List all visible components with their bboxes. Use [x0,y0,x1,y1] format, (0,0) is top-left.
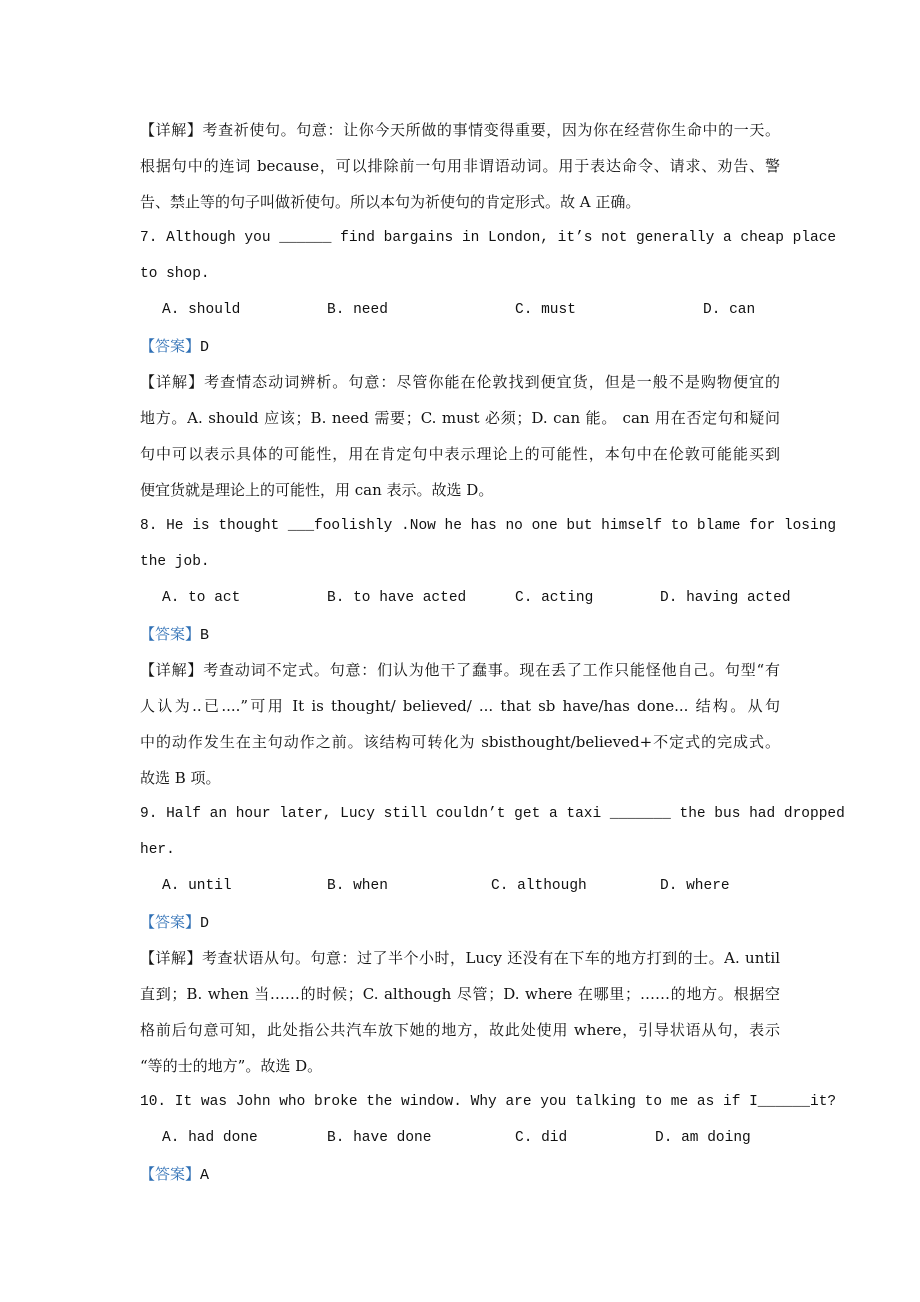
option-b: B. have done [327,1130,432,1146]
option-c: C. did [515,1130,568,1146]
question-8-stem: the job. [140,554,210,570]
option-a: A. until [162,878,232,894]
explanation-line: 人认为..已....”可用 It is thought/ believed/ ... that sb have/has done... 结构。从句 [140,697,780,715]
explanation-line: 便宜货就是理论上的可能性，用 can 表示。故选 D。 [140,481,494,499]
question-8-options [140,580,791,616]
explanation-line: 地方。A. should 应该；B. need 需要；C. must 必须；D. can 能。 can 用在否定句和疑问 [140,409,780,427]
question-7-options [140,292,780,328]
answer-value: B [200,627,210,644]
option-b: B. when [327,878,388,894]
option-a: A. to act [162,590,241,606]
answer-label: 【答案】 [140,1165,201,1183]
explanation-line: 【详解】考查祈使句。句意：让你今天所做的事情变得重要，因为你在经营你生命中的一天。 [140,121,780,139]
answer-line [140,616,780,652]
question-9-stem: 9. Half an hour later, Lucy still couldn’t get a taxi _______ the bus had dropped [140,806,845,822]
explanation-line: 格前后句意可知，此处指公共汽车放下她的地方，故此处使用 where，引导状语从句，表示 [140,1021,780,1039]
answer-value: D [200,915,210,932]
option-c: C. acting [515,590,594,606]
answer-value: A [200,1167,210,1184]
explanation-line: 【详解】考查动词不定式。句意：们认为他干了蠢事。现在丢了工作只能怪他自己。句型“有 [140,661,780,679]
option-b: B. need [327,302,388,318]
question-7-stem: to shop. [140,266,210,282]
answer-line [140,328,780,364]
explanation-line: “等的士的地方”。故选 D。 [140,1057,323,1075]
answer-value: D [200,339,210,356]
explanation-line: 【详解】考查情态动词辨析。句意：尽管你能在伦敦找到便宜货，但是一般不是购物便宜的 [140,373,780,391]
question-9-options [140,868,780,904]
explanation-line: 故选 B 项。 [140,769,221,787]
option-c: C. although [491,878,587,894]
answer-label: 【答案】 [140,625,201,643]
option-a: A. should [162,302,241,318]
question-10-stem: 10. It was John who broke the window. Why are you talking to me as if I______it? [140,1094,837,1110]
explanation-line: 告、禁止等的句子叫做祈使句。所以本句为祈使句的肯定形式。故 A 正确。 [140,193,641,211]
question-8-stem: 8. He is thought ___foolishly .Now he has no one but himself to blame for losing [140,518,837,534]
option-a: A. had done [162,1130,258,1146]
option-c: C. must [515,302,576,318]
explanation-line: 【详解】考查状语从句。句意：过了半个小时，Lucy 还没有在下车的地方打到的士。A. until [140,949,780,967]
question-9-stem: her. [140,842,175,858]
option-b: B. to have acted [327,590,467,606]
answer-line [140,904,780,940]
option-d: D. can [703,302,756,318]
option-d: D. having acted [660,590,791,606]
answer-label: 【答案】 [140,913,201,931]
answer-label: 【答案】 [140,337,201,355]
explanation-line: 中的动作发生在主句动作之前。该结构可转化为 sbisthought/believed+不定式的完成式。 [140,733,780,751]
question-10-options [140,1120,780,1156]
document-page [140,112,845,1192]
explanation-line: 直到；B. when 当……的时候；C. although 尽管；D. where 在哪里；……的地方。根据空 [140,985,780,1003]
question-7-stem: 7. Although you ______ find bargains in London, it’s not generally a cheap place [140,230,837,246]
explanation-line: 根据句中的连词 because，可以排除前一句用非谓语动词。用于表达命令、请求、劝告、警 [140,157,780,175]
option-d: D. am doing [655,1130,751,1146]
option-d: D. where [660,878,730,894]
answer-line [140,1156,780,1192]
explanation-line: 句中可以表示具体的可能性，用在肯定句中表示理论上的可能性，本句中在伦敦可能能买到 [140,445,780,463]
